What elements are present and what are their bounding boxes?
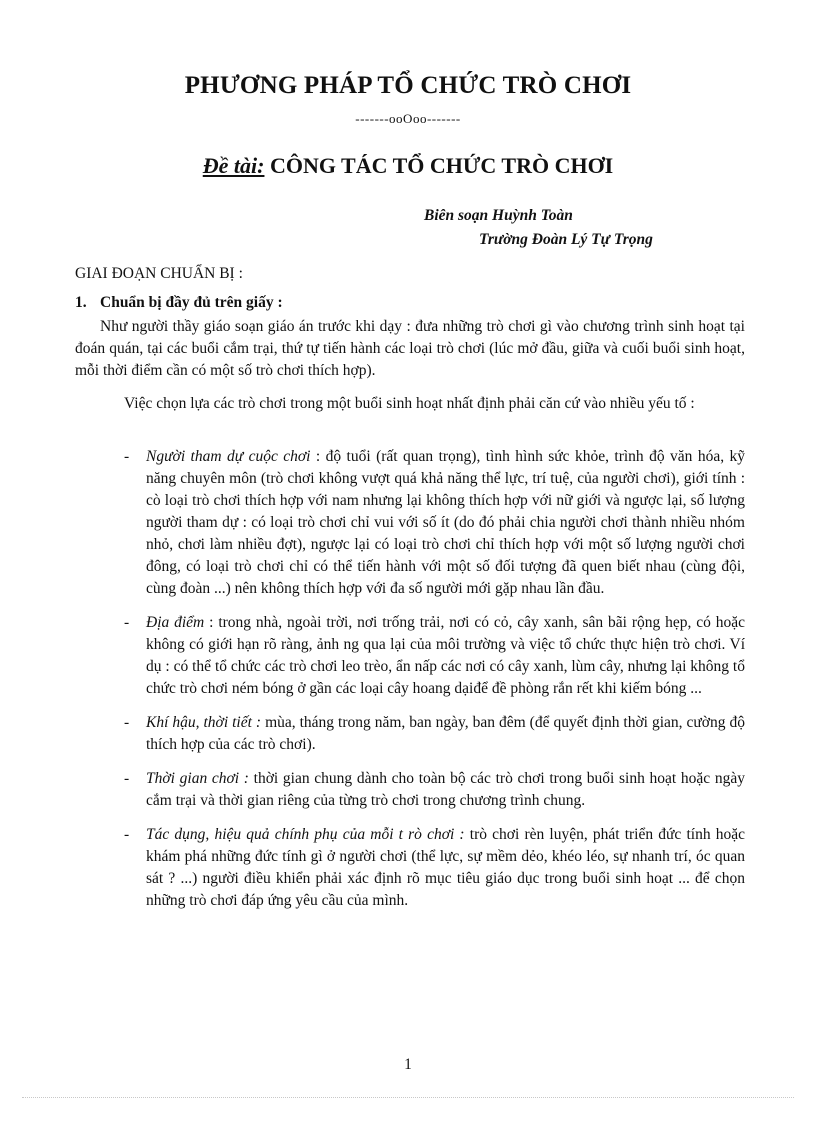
subsection-heading xyxy=(75,294,283,312)
subsection-title: Chuẩn bị đầy đủ trên giấy : xyxy=(100,294,283,311)
list-item xyxy=(75,446,745,600)
bullet-text: mùa, tháng trong năm, ban ngày, ban đêm (để quyết định thời gian, cường độ thích hợp của các trò chơi). xyxy=(146,714,745,753)
list-item xyxy=(75,712,745,756)
bullet-lead: Địa điểm xyxy=(146,614,205,631)
bullet-dash: - xyxy=(124,614,130,631)
list-item xyxy=(75,824,745,912)
bullet-dash: - xyxy=(124,770,130,787)
topic-heading xyxy=(0,153,816,179)
bullet-text: : độ tuổi (rất quan trọng), tình hình sức khỏe, trình độ văn hóa, kỹ năng chuyên môn (trò chơi không vượt quá khả năng thể lực, trí tuệ, của người chơi), giới tính : cò loại trò chơi thích hợp với nam nhưng lại không thích hợp với nữ giới và ngược lại, số lượng người tham dự : có loại trò chơi chỉ vui với số ít (do đó phải chia người chơi thành nhiều nhóm nhỏ, chơi làm nhiều đợt), ngược lại có loại trò chơi chỉ thích hợp với một số lượng người chơi đông, có loại trò chơi chỉ có thể tiến hành với một số đối tượng đã quen biết nhau (cùng đội, cùng đoàn ...) nên không thích hợp với đa số người mới gặp nhau lần đầu. xyxy=(146,448,745,597)
title-divider: -------ooOoo------- xyxy=(355,111,461,126)
document-title: PHƯƠNG PHÁP TỔ CHỨC TRÒ CHƠI xyxy=(184,72,632,99)
bullet-dash: - xyxy=(124,826,130,843)
bullet-lead: Tác dụng, hiệu quả chính phụ của mỗi t rò chơi : xyxy=(146,826,465,843)
list-item xyxy=(75,612,745,700)
bullet-dash: - xyxy=(124,714,130,731)
paragraph-1: Như người thầy giáo soạn giáo án trước khi dạy : đưa những trò chơi gì vào chương trình sinh hoạt tại đoán quán, tại các buổi cắm trại, thứ tự tiến hành các loại trò chơi (lúc mở đầu, giữa và cuối buổi sinh hoạt, mỗi thời điểm cần có một số trò chơi thích hợp). xyxy=(75,318,745,379)
bullet-text: : trong nhà, ngoài trời, nơi trống trải, nơi có cỏ, cây xanh, sân bãi rộng hẹp, có hoặc không có giới hạn rõ ràng, ảnh ng qua lại của môi trường và việc tổ chức thực hiện trò chơi. Ví dụ : có thể tổ chức các trò chơi leo trèo, ẩn nấp các nơi có cây xanh, lùm cây, nhưng lại không tổ chức trò chơi ném bóng ở gần các loại cây hoang dạiđể đề phòng rắn rết khi kiếm bóng ... xyxy=(146,614,745,697)
bullet-text: thời gian chung dành cho toàn bộ các trò chơi trong buổi sinh hoạt hoặc ngày cắm trại và thời gian riêng của từng trò chơi trong chương trình chung. xyxy=(146,770,745,809)
topic-text: CÔNG TÁC TỔ CHỨC TRÒ CHƠI xyxy=(264,153,614,178)
factor-list xyxy=(75,446,745,912)
topic-label: Đề tài: xyxy=(202,153,265,178)
paragraph-2: Việc chọn lựa các trò chơi trong một buổi sinh hoạt nhất định phải căn cứ vào nhiều yếu tố : xyxy=(124,395,695,412)
school-line: Trường Đoàn Lý Tự Trọng xyxy=(479,231,653,248)
subsection-number: 1. xyxy=(75,294,87,311)
bullet-lead: Người tham dự cuộc chơi xyxy=(146,448,311,465)
page-number: 1 xyxy=(404,1056,412,1073)
bullet-text: trò chơi rèn luyện, phát triển đức tính hoặc khám phá những đức tính gì ở người chơi (thể lực, sự mềm dẻo, khéo léo, sự nhanh trí, óc quan sát ? ...) người điều khiển phải xác định rõ mục tiêu giáo dục trong buổi sinh hoạt ... để chọn những trò chơi đáp ứng yêu cầu của mình. xyxy=(146,826,745,909)
bullet-lead: Thời gian chơi : xyxy=(146,770,249,787)
author-line: Biên soạn Huỳnh Toàn xyxy=(424,207,573,224)
bullet-dash: - xyxy=(124,448,130,465)
section-heading: GIAI ĐOẠN CHUẨN BỊ : xyxy=(75,265,243,282)
page-bottom-rule xyxy=(22,1097,794,1098)
bullet-lead: Khí hậu, thời tiết : xyxy=(146,714,262,731)
list-item xyxy=(75,768,745,812)
